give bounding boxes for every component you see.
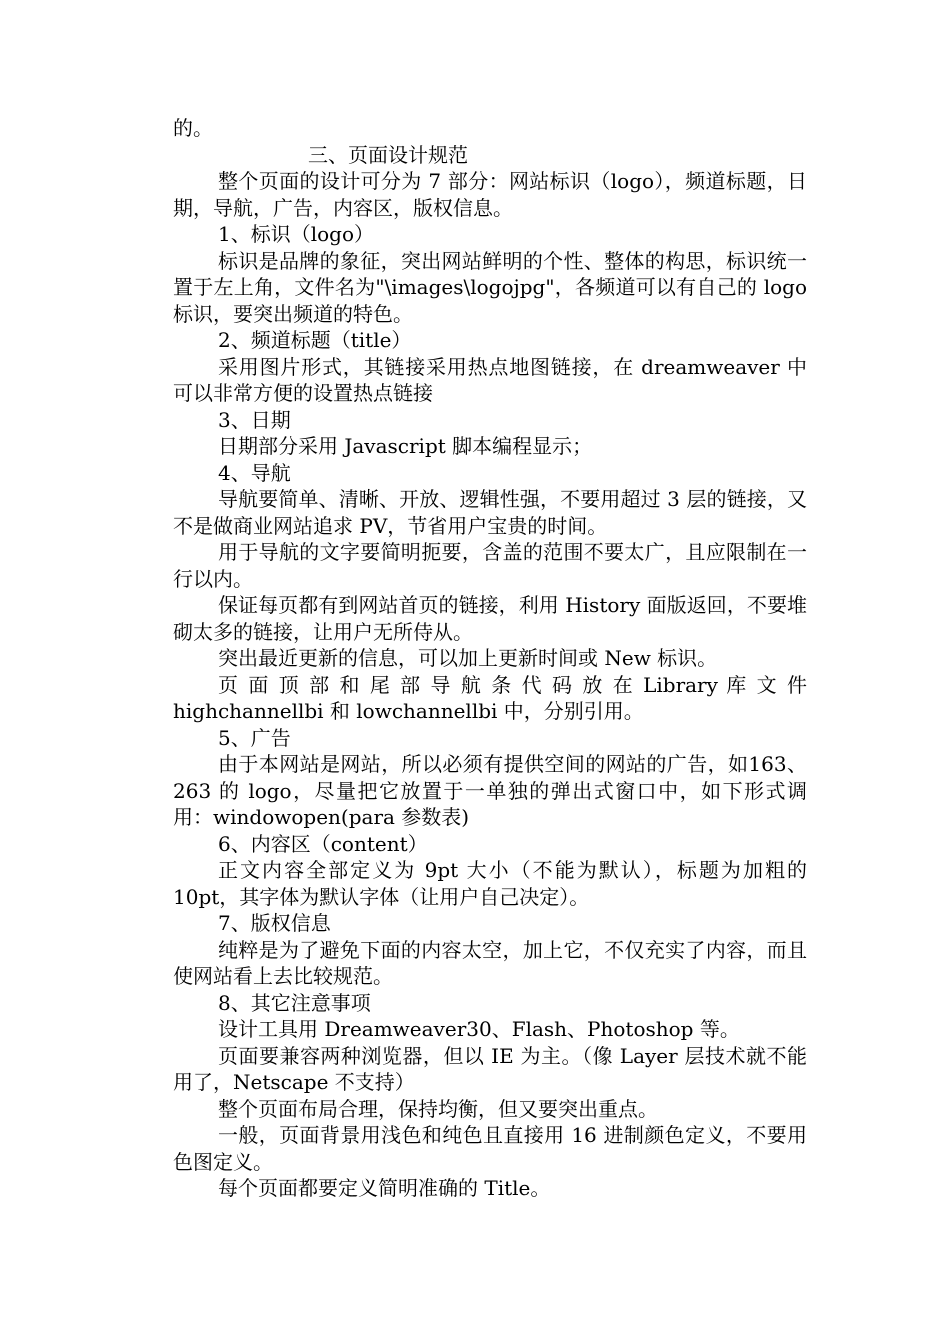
section-heading: 三、页面设计规范 [308, 142, 468, 167]
paragraph-continuation: 的。 [173, 116, 213, 140]
paragraph: 日期部分采用 Javascript 脚本编程显示； [218, 434, 593, 458]
subsection-heading: 7、版权信息 [218, 911, 331, 935]
paragraph: 采用图片形式，其链接采用热点地图链接，在 dreamweaver 中可以非常方便的设置热点链接 [173, 354, 807, 405]
paragraph: 页面要兼容两种浏览器，但以 IE 为主。（像 Layer 层技术就不能用了，Netscape 不支持） [173, 1043, 807, 1094]
subsection-heading: 4、导航 [218, 460, 291, 485]
subsection-heading: 8、其它注意事项 [218, 990, 371, 1015]
paragraph: 导航要简单、清晰、开放、逻辑性强，不要用超过 3 层的链接，又不是做商业网站追求 PV，节省用户宝贵的时间。 [173, 487, 807, 538]
subsection-heading: 1、标识（logo） [218, 222, 375, 246]
paragraph: 每个页面都要定义简明准确的 Title。 [218, 1176, 551, 1200]
paragraph: 设计工具用 Dreamweaver30、Flash、Photoshop 等。 [218, 1017, 740, 1041]
paragraph: 用于导航的文字要简明扼要，含盖的范围不要太广，且应限制在一行以内。 [173, 540, 807, 591]
paragraph: 整个页面布局合理，保持均衡，但又要突出重点。 [218, 1096, 658, 1121]
paragraph: 纯粹是为了避免下面的内容太空，加上它，不仅充实了内容，而且使网站看上去比较规范。 [173, 937, 807, 988]
document-body [173, 115, 807, 1202]
paragraph: 整个页面的设计可分为 7 部分：网站标识（logo），频道标题，日期，导航，广告，内容区，版权信息。 [173, 169, 807, 220]
paragraph-line: highchannellbi 和 lowchannellbi 中，分别引用。 [173, 699, 644, 723]
paragraph: 一般，页面背景用浅色和纯色且直接用 16 进制颜色定义，不要用色图定义。 [173, 1123, 807, 1174]
paragraph-spread-line: 页 面 顶 部 和 尾 部 导 航 条 代 码 放 在 Library 库 文 件 [218, 672, 807, 697]
paragraph: 正文内容全部定义为 9pt 大小（不能为默认），标题为加粗的 10pt，其字体为默认字体（让用户自己决定）。 [173, 858, 807, 909]
subsection-heading: 5、广告 [218, 725, 291, 750]
paragraph: 保证每页都有到网站首页的链接，利用 History 面版返回，不要堆砌太多的链接，让用户无所侍从。 [173, 593, 807, 644]
subsection-heading: 3、日期 [218, 407, 291, 432]
paragraph: 标识是品牌的象征，突出网站鲜明的个性、整体的构思，标识统一置于左上角，文件名为"\images\logojpg"，各频道可以有自己的 logo 标识，要突出频道的特色。 [173, 248, 807, 326]
subsection-heading: 2、频道标题（title） [218, 328, 412, 352]
subsection-heading: 6、内容区（content） [218, 831, 428, 856]
paragraph: 突出最近更新的信息，可以加上更新时间或 New 标识。 [218, 646, 718, 670]
paragraph: 由于本网站是网站，所以必须有提供空间的网站的广告，如163、263 的 logo，尽量把它放置于一单独的弹出式窗口中，如下形式调用：windowopen(para 参数表) [173, 752, 807, 829]
